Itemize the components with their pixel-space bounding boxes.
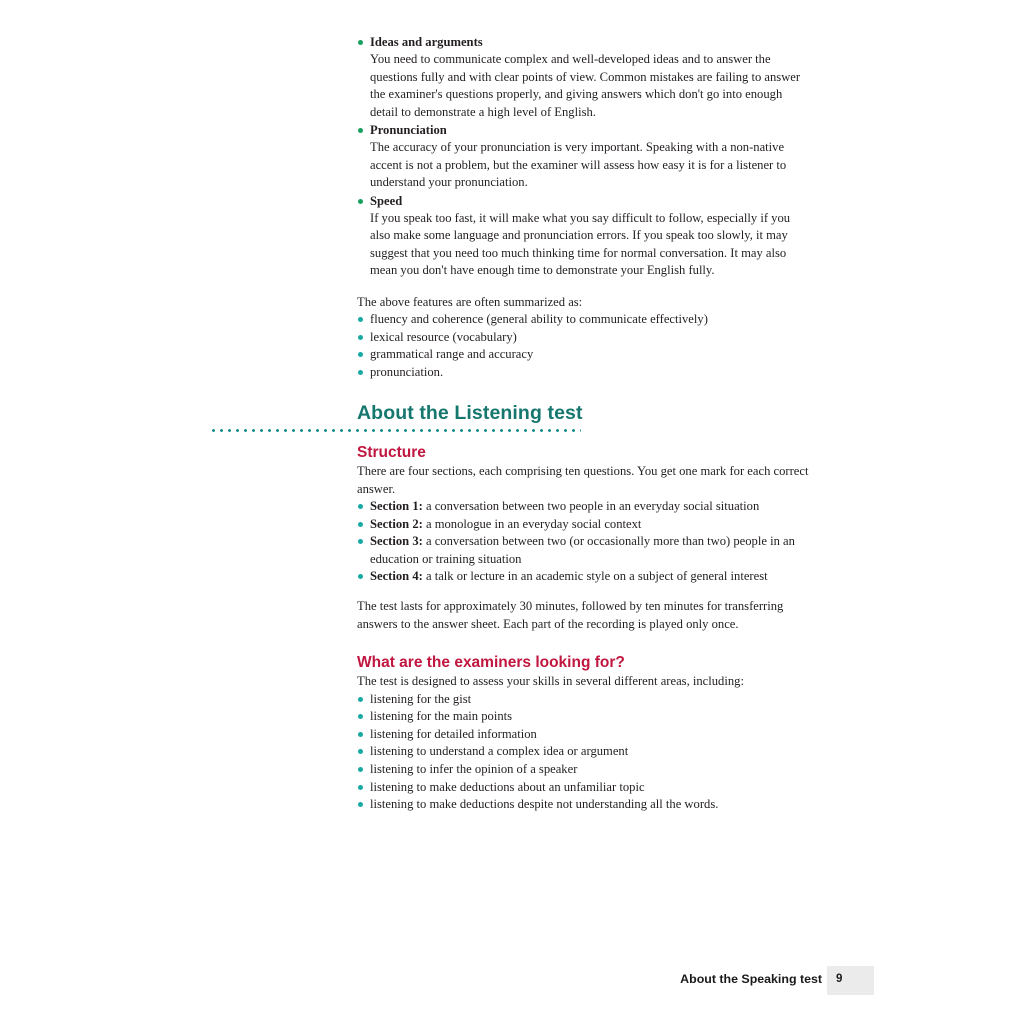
spacer	[357, 585, 812, 598]
list-item	[357, 568, 812, 585]
summary-lead-in: The above features are often summarized as:	[357, 294, 583, 309]
structure-subheading: Structure	[357, 444, 426, 462]
list-item-label: listening for detailed information	[370, 726, 537, 741]
feature-body: If you speak too fast, it will make what you say difficult to follow, especially if you also make some language and pronunciation errors. If you speak too slowly, it may suggest that you need too much thinking time for normal conversation. It may also mean you don't have enough time to demonstrate your English fully.	[370, 211, 791, 278]
section-entry	[370, 516, 812, 533]
teal-bullet-icon	[358, 574, 363, 579]
teal-bullet-icon	[358, 504, 363, 509]
teal-bullet-icon	[358, 697, 363, 702]
teal-bullet-icon	[358, 802, 363, 807]
green-bullet-icon	[358, 199, 363, 204]
sections-list	[357, 498, 812, 585]
examiners-subheading: What are the examiners looking for?	[357, 654, 625, 672]
list-item	[357, 364, 812, 382]
feature-title: Ideas and arguments	[370, 35, 483, 49]
section-entry	[370, 568, 812, 585]
section-label: Section 2:	[370, 516, 423, 531]
summary-list	[357, 311, 812, 381]
list-item	[357, 708, 812, 726]
teal-bullet-icon	[358, 522, 363, 527]
teal-bullet-icon	[358, 785, 363, 790]
list-item	[357, 533, 812, 568]
dotted-divider	[212, 429, 581, 432]
teal-bullet-icon	[358, 749, 363, 754]
page-number-box	[827, 966, 874, 995]
section-text: a conversation between two people in an everyday social situation	[422, 499, 760, 514]
list-item-label: listening to understand a complex idea or argument	[370, 744, 629, 759]
list-item-label: listening for the main points	[370, 709, 513, 724]
list-item	[357, 311, 812, 329]
feature-title: Pronunciation	[370, 123, 447, 138]
list-item-label: listening to make deductions about an unfamiliar topic	[370, 779, 645, 794]
section-entry	[370, 533, 812, 568]
list-item-label: fluency and coherence (general ability to communicate effectively)	[370, 312, 708, 327]
list-item	[357, 498, 812, 515]
feature-item	[357, 193, 812, 280]
list-item-label: lexical resource (vocabulary)	[370, 329, 517, 344]
teal-bullet-icon	[358, 352, 363, 357]
section-text: a monologue in an everyday social context	[422, 516, 642, 531]
spacer	[357, 281, 812, 294]
skills-list	[357, 691, 812, 814]
section-text: a conversation between two (or occasionally more than two) people in an education or training situation	[370, 534, 795, 566]
green-bullet-icon	[358, 40, 363, 45]
spacer	[357, 425, 812, 443]
listening-heading-block	[357, 401, 812, 425]
teal-bullet-icon	[358, 370, 363, 375]
teal-bullet-icon	[358, 714, 363, 719]
section-label: Section 4:	[370, 568, 423, 583]
list-item	[357, 516, 812, 533]
page-footer	[0, 966, 1024, 996]
teal-bullet-icon	[358, 539, 363, 544]
section-entry	[370, 498, 812, 515]
structure-intro: There are four sections, each comprising ten questions. You get one mark for each correct answer.	[357, 464, 809, 496]
list-item	[357, 726, 812, 744]
teal-bullet-icon	[358, 767, 363, 772]
list-item	[357, 761, 812, 779]
list-item	[357, 796, 812, 814]
list-item	[357, 743, 812, 761]
list-item-label: pronunciation.	[370, 364, 444, 379]
page-content	[357, 34, 812, 814]
teal-bullet-icon	[358, 317, 363, 322]
list-item-label: listening for the gist	[370, 691, 472, 706]
feature-body: You need to communicate complex and well-developed ideas and to answer the questions fully and with clear points of view. Common mistakes are failing to answer the examiner's questions properly, and giving answers which don't go into enough detail to demonstrate a high level of English.	[370, 52, 801, 119]
page-title: About the Listening test	[357, 402, 583, 425]
list-item	[357, 329, 812, 347]
feature-item	[357, 34, 812, 121]
spacer	[357, 633, 812, 653]
section-text: a talk or lecture in an academic style on a subject of general interest	[422, 568, 768, 583]
feature-body: The accuracy of your pronunciation is very important. Speaking with a non-native accent is not a problem, but the examiner will assess how easy it is for a listener to understand your pronunciation.	[370, 140, 787, 190]
green-bullet-icon	[358, 128, 363, 133]
list-item-label: listening to infer the opinion of a speaker	[370, 761, 578, 776]
list-item	[357, 779, 812, 797]
section-label: Section 1:	[370, 499, 423, 514]
page-number: 9	[836, 973, 843, 985]
feature-title: Speed	[370, 193, 403, 208]
list-item-label: listening to make deductions despite not understanding all the words.	[370, 797, 719, 812]
section-label: Section 3:	[370, 534, 423, 549]
teal-bullet-icon	[358, 335, 363, 340]
feature-item	[357, 122, 812, 192]
list-item	[357, 691, 812, 709]
examiners-intro: The test is designed to assess your skills in several different areas, including:	[357, 674, 744, 689]
running-head: About the Speaking test	[680, 972, 822, 986]
teal-bullet-icon	[358, 732, 363, 737]
list-item-label: grammatical range and accuracy	[370, 347, 534, 362]
speaking-features-list	[357, 34, 812, 280]
structure-outro: The test lasts for approximately 30 minutes, followed by ten minutes for transferring answers to the answer sheet. Each part of the recording is played only once.	[357, 599, 784, 631]
list-item	[357, 346, 812, 364]
